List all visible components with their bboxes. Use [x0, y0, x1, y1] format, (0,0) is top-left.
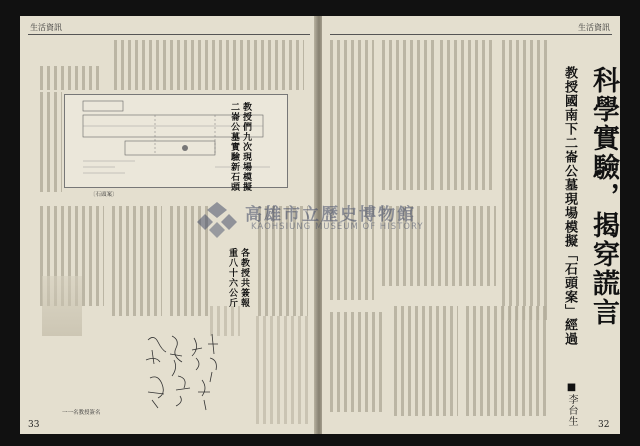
box-title: 各教授共簽報: [239, 248, 249, 308]
text-column: [112, 206, 162, 316]
text-column: [114, 40, 304, 90]
box-title: 重八十六公斤: [227, 248, 237, 308]
article-subtitle: 教授國南下二崙公墓現場模擬「石頭案」經過: [562, 66, 577, 346]
figure-caption: 〔石頭案〕: [90, 192, 118, 198]
box-title: 教授們九次現場模擬: [241, 102, 251, 192]
right-page-header: 生活資訊: [578, 23, 610, 32]
museum-watermark: [195, 200, 465, 242]
text-column: [256, 316, 308, 424]
signatures-caption: 一一名教授簽名: [62, 410, 101, 416]
handwritten-signatures: [138, 330, 238, 416]
text-column: [440, 40, 496, 190]
text-column: [40, 92, 62, 192]
text-column: [394, 306, 458, 416]
article-author: ■李台生: [566, 382, 577, 427]
diagram-drawing: [65, 95, 287, 187]
signatures-image: [138, 330, 238, 416]
text-column: [330, 40, 374, 300]
article-title: 科學實驗，揭穿謊言: [588, 66, 619, 327]
museum-logo-icon: [195, 200, 239, 240]
text-column: [40, 66, 100, 90]
faded-photo: [42, 276, 82, 336]
watermark-name-en: KAOHSIUNG MUSEUM OF HISTORY: [251, 222, 424, 232]
left-page-header: 生活資訊: [30, 23, 62, 32]
box-title: 二崙公墓實驗新石頭: [229, 102, 239, 192]
right-page-number: 32: [598, 420, 610, 430]
site-diagram: [64, 94, 288, 188]
text-column: [466, 306, 546, 416]
left-header-rule: [28, 34, 310, 35]
text-column: [382, 40, 434, 190]
left-page-number: 33: [28, 420, 40, 430]
right-header-rule: [330, 34, 612, 35]
watermark-name: 高雄市立歷史博物館: [245, 205, 416, 225]
text-column: [502, 40, 548, 320]
text-column: [330, 312, 386, 412]
